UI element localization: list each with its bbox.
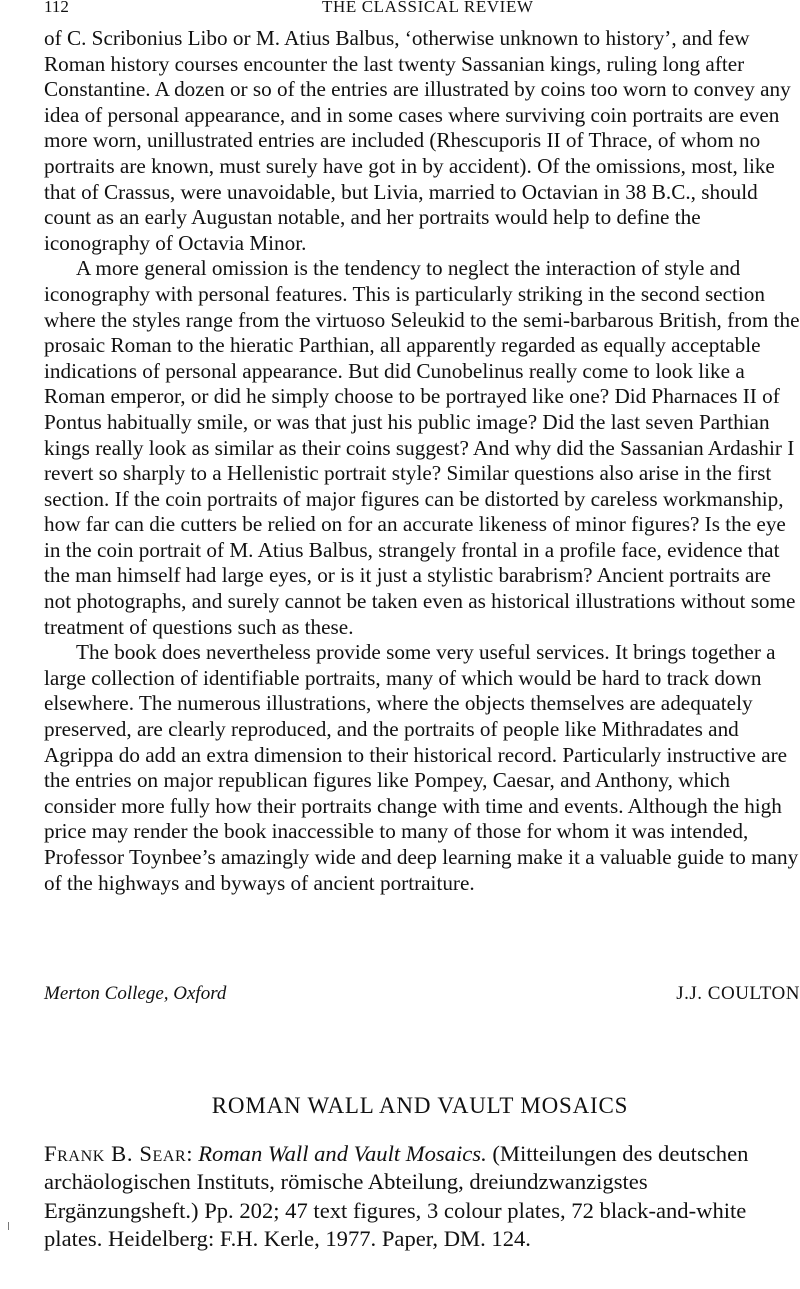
book-details: (Mitteilungen des deutschen archäologischen Instituts, römische Abteilung, dreiundzwanzigstes Ergänzungsheft.) Pp. 202; 47 text figures, 3 colour plates, 72 black-and-white plates. Heidelberg: F.H. Kerle, 1977. Paper, DM. 124. xyxy=(44,1141,749,1252)
running-head xyxy=(44,0,800,18)
review-paragraph-3: The book does nevertheless provide some very useful services. It brings together a large collection of identifiable portraits, many of which would be hard to track down elsewhere. The numerous illustrations, where the objects themselves are adequately preserved, are clearly reproduced, and the portraits of people like Mithradates and Agrippa do add an extra dimension to their historical record. Particularly instructive are the entries on major republican figures like Pompey, Caesar, and Anthony, which consider more fully how their portraits change with time and events. Although the high price may render the book inaccessible to many of those for whom it was intended, Professor Toynbee’s amazingly wide and deep learning make it a valuable guide to many of the highways and byways of ancient portraiture. xyxy=(44,640,799,895)
review-paragraph-1: of C. Scribonius Libo or M. Atius Balbus, ‘otherwise unknown to history’, and few Roman history courses encounter the last twenty Sassanian kings, ruling long after Constantine. A dozen or so of the entries are illustrated by coins too worn to convey any idea of personal appearance, and in some cases where surviving coin portraits are even more worn, unillustrated entries are included (Rhescuporis II of Thrace, of whom no portraits are known, must surely have got in by accident). Of the omissions, most, like that of Crassus, were unavoidable, but Livia, married to Octavian in 38 B.C., should count as an early Augustan notable, and her portraits would help to define the iconography of Octavia Minor. xyxy=(44,26,791,255)
citation-text: Frank B. Sear: Roman Wall and Vault Mosaics. (Mitteilungen des deutschen archäologischen Instituts, römische Abteilung, dreiundzwanzigstes Ergänzungsheft.) Pp. 202; 47 text figures, 3 colour plates, 72 black-and-white plates. Heidelberg: F.H. Kerle, 1977. Paper, DM. 124. xyxy=(44,1141,749,1252)
review-body xyxy=(44,26,800,896)
book-citation xyxy=(44,1140,800,1254)
section-heading: ROMAN WALL AND VAULT MOSAICS xyxy=(211,1093,629,1118)
review-paragraph-2: A more general omission is the tendency to neglect the interaction of style and iconography with personal features. This is particularly striking in the second section where the styles range from the virtuoso Seleukid to the semi-barbarous British, from the prosaic Roman to the hieratic Parthian, all apparently regarded as equally acceptable indications of personal appearance. But did Cunobelinus really come to look like a Roman emperor, or did he simply choose to be portrayed like one? Did Pharnaces II of Pontus habitually smile, or was that just his public image? Did the last seven Parthian kings really look as similar as their coins suggest? And why did the Sassanian Ardashir I revert so sharply to a Hellenistic portrait style? Similar questions also arise in the first section. If the coin portraits of major figures can be distorted by careless workmanship, how far can die cutters be relied on for an accurate likeness of minor figures? Is the eye in the coin portrait of M. Atius Balbus, strangely frontal in a profile face, evidence that the man himself had large eyes, or is it just a stylistic barabrism? Ancient portraits are not photographs, and surely cannot be taken even as historical illustrations without some treatment of questions such as these. xyxy=(44,256,800,639)
reviewer-affiliation: Merton College, Oxford xyxy=(44,983,227,1004)
book-title: Roman Wall and Vault Mosaics. xyxy=(198,1141,487,1166)
journal-title: THE CLASSICAL REVIEW xyxy=(322,0,534,16)
review-signoff xyxy=(44,981,800,1007)
scan-mark xyxy=(8,1222,9,1230)
book-author: Frank B. Sear xyxy=(44,1141,187,1166)
page-number: 112 xyxy=(44,0,69,16)
reviewer-name: J.J. COULTON xyxy=(676,983,800,1004)
